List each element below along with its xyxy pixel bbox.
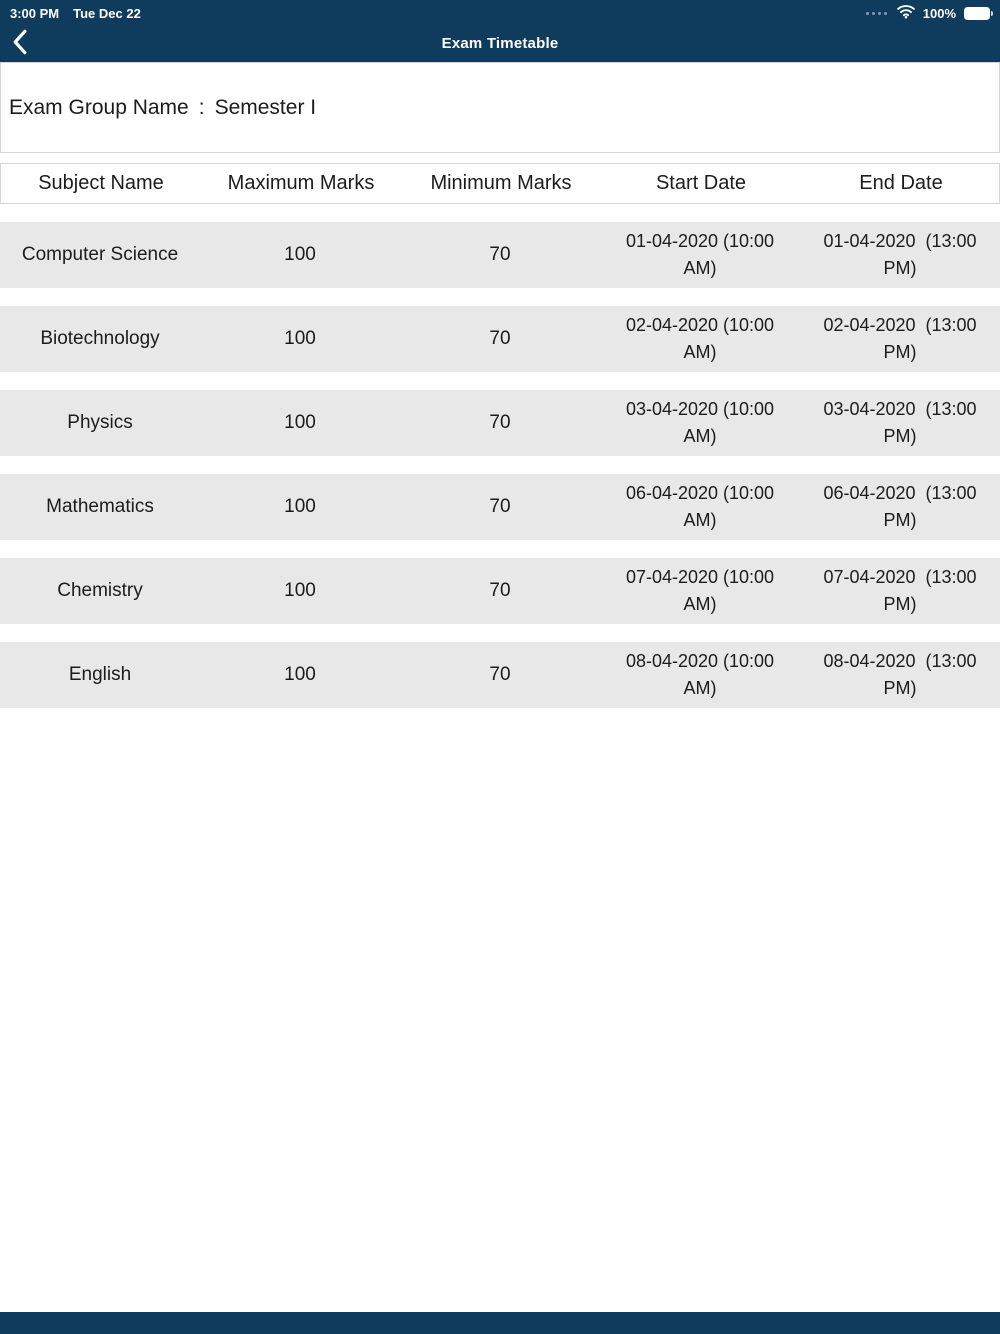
maximum-marks-cell: 100	[284, 664, 316, 685]
table-row	[0, 558, 1000, 624]
start-date-cell: 07-04-2020 (10:00 AM)	[625, 567, 779, 614]
subject-name-cell: Mathematics	[46, 496, 154, 517]
table-row	[0, 642, 1000, 708]
start-date-cell: 01-04-2020 (10:00 AM)	[625, 231, 779, 278]
maximum-marks-cell: 100	[284, 328, 316, 349]
status-date: Tue Dec 22	[73, 5, 141, 21]
battery-percent: 100%	[922, 5, 956, 21]
subject-name-cell: Chemistry	[57, 580, 143, 601]
minimum-marks-cell: 70	[489, 412, 511, 433]
table-row	[0, 474, 1000, 540]
column-header-max-marks: Maximum Marks	[227, 172, 375, 194]
navigation-bar	[0, 24, 1000, 62]
chevron-left-icon	[12, 29, 27, 58]
exam-group-separator: :	[198, 95, 205, 119]
status-left	[10, 6, 141, 21]
end-date-cell: 01-04-2020 (13:00 PM)	[823, 231, 982, 278]
subject-name-cell: English	[68, 664, 132, 685]
exam-group-row	[0, 62, 1000, 153]
end-date-cell: 03-04-2020 (13:00 PM)	[823, 399, 982, 446]
minimum-marks-cell: 70	[489, 580, 511, 601]
column-header-start-date: Start Date	[655, 172, 747, 194]
start-date-cell: 02-04-2020 (10:00 AM)	[625, 315, 779, 362]
table-row	[0, 222, 1000, 288]
end-date-cell: 08-04-2020 (13:00 PM)	[823, 651, 982, 698]
top-bar	[0, 0, 1000, 62]
maximum-marks-cell: 100	[284, 496, 316, 517]
status-right	[866, 4, 990, 22]
maximum-marks-cell: 100	[284, 412, 316, 433]
minimum-marks-cell: 70	[489, 664, 511, 685]
exam-group-label: Exam Group Name	[9, 95, 189, 119]
start-date-cell: 08-04-2020 (10:00 AM)	[625, 651, 779, 698]
table-body	[0, 222, 1000, 726]
subject-name-cell: Biotechnology	[40, 328, 160, 349]
end-date-cell: 02-04-2020 (13:00 PM)	[823, 315, 982, 362]
maximum-marks-cell: 100	[284, 244, 316, 265]
subject-name-cell: Physics	[67, 412, 133, 433]
exam-group-value: Semester I	[214, 95, 317, 119]
subject-name-cell: Computer Science	[21, 244, 179, 265]
column-header-end-date: End Date	[859, 172, 943, 194]
bottom-bar	[0, 1312, 1000, 1334]
maximum-marks-cell: 100	[284, 580, 316, 601]
back-button[interactable]	[8, 24, 44, 62]
battery-icon	[964, 7, 990, 20]
start-date-cell: 06-04-2020 (10:00 AM)	[625, 483, 779, 530]
table-row	[0, 306, 1000, 372]
column-header-min-marks: Minimum Marks	[430, 172, 572, 194]
start-date-cell: 03-04-2020 (10:00 AM)	[625, 399, 779, 446]
column-header-subject: Subject Name	[38, 172, 164, 194]
table-row	[0, 390, 1000, 456]
end-date-cell: 06-04-2020 (13:00 PM)	[823, 483, 982, 530]
minimum-marks-cell: 70	[489, 328, 511, 349]
end-date-cell: 07-04-2020 (13:00 PM)	[823, 567, 982, 614]
status-bar	[0, 0, 1000, 24]
minimum-marks-cell: 70	[489, 496, 511, 517]
page-title: Exam Timetable	[441, 34, 559, 52]
cellular-signal-dots-icon	[866, 12, 887, 15]
wifi-icon	[897, 4, 915, 22]
status-time: 3:00 PM	[10, 5, 60, 21]
minimum-marks-cell: 70	[489, 244, 511, 265]
table-header-row	[0, 163, 1000, 204]
